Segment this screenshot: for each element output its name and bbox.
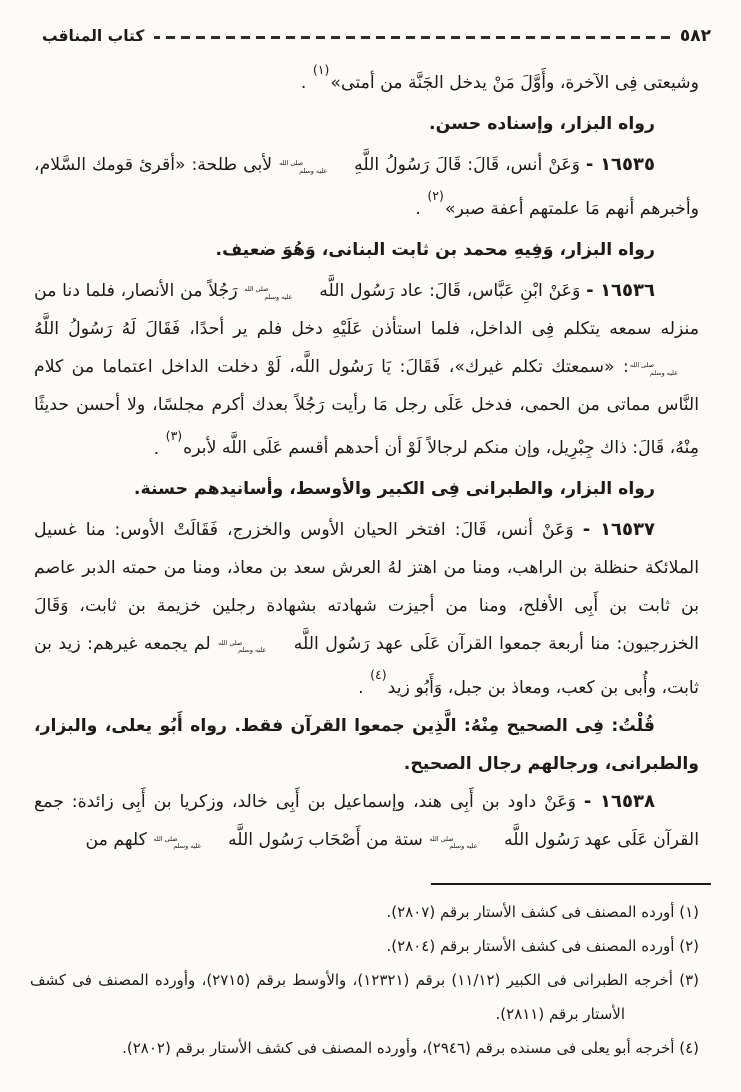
- footnote-ref-3: (٣): [165, 427, 183, 443]
- hadith-text: وَعَنْ داود بن أَبِى هند، وإسماعيل بن أَبِى خالد، وزكريا بن أَبِى زائدة: جمع القرآن عَلَى عهد رَسُول اللَّه صلى الله عليه وسلم ستة من أَصْحَاب رَسُول اللَّه صلى الله عليه وسلم كلهم من: [34, 792, 699, 851]
- footnote-4: [30, 1031, 699, 1065]
- sentence-end: .: [300, 72, 312, 93]
- hadith-paragraph-16537: [34, 511, 699, 707]
- book-title: كتاب المناقب: [42, 27, 145, 45]
- pbuh-symbol: صلى الله عليه وسلم: [153, 834, 202, 851]
- hadith-number-16536: ١٦٥٣٦ -: [586, 279, 655, 301]
- grading-paragraph-3: رواه البزار، والطبرانى فِى الكبير والأوسط، وأسانيدهم حسنة.: [133, 479, 655, 500]
- footnote-ref-1: (١): [312, 62, 330, 77]
- footnote-3: [30, 963, 699, 1031]
- footnote-marker-3: (٣): [679, 971, 699, 990]
- hadith-paragraph-16536: [34, 272, 699, 468]
- header-dashed-rule: [154, 36, 669, 39]
- footnote-marker-2: (٢): [679, 937, 699, 956]
- page-header: [0, 0, 741, 46]
- sentence-end: .: [415, 198, 427, 219]
- pbuh-symbol: صلى الله عليه وسلم: [279, 159, 328, 175]
- pbuh-symbol: صلى الله عليه وسلم: [629, 361, 678, 377]
- grading-paragraph-2: رواه البزار، وَفِيهِ محمد بن ثابت البنانى، وَهُوَ ضعيف.: [215, 239, 655, 260]
- hadith-text: وَعَنْ أنس، قَالَ: قَالَ رَسُولُ اللَّهِ صلى الله عليه وسلم لأبى طلحة: «أقرئ قومك السَّلام، وأخبرهم أنهم مَا علمتهم أعفة صبر»: [34, 154, 699, 219]
- pbuh-symbol: صلى الله عليه وسلم: [429, 834, 478, 851]
- hadith-paragraph-16535: [34, 146, 699, 228]
- footnote-1: [30, 895, 699, 929]
- continuation-paragraph: [34, 58, 699, 102]
- footnote-ref-2: (٢): [427, 187, 444, 203]
- footnote-text-4: أخرجه أبو يعلى فى مسنده برقم (٢٩٤٦)، وأورده المصنف فى كشف الأستار برقم (٢٨٠٢).: [122, 1039, 675, 1058]
- footnote-ref-4: (٤): [370, 667, 387, 683]
- footnote-marker-1: (١): [679, 903, 699, 922]
- pbuh-symbol: صلى الله عليه وسلم: [244, 285, 293, 301]
- author-comment-paragraph: قُلْتُ: فِى الصحيح مِنْهُ: الَّذِين جمعوا القرآن فقط. رواه أَبُو يعلى، والبزار، والطبرانى، ورجالهم رجال الصحيح.: [34, 716, 699, 775]
- hadith-text: وَعَنْ ابْنِ عَبَّاس، قَالَ: عاد رَسُول اللَّه صلى الله عليه وسلم رَجُلاً من الأنصار، فلما دنا من منزله سمعه يتكلم فِى الداخل، فلما استأذن عَلَيْهِ دخل فلم ير أحدًا، فَقَالَ لَهُ رَسُولُ اللَّهُ صلى الله عليه وسلم: «سمعتك تكلم غيرك»، فَقَالَ: يَا رَسُول اللَّه، لَوْ دخلت الداخل اعتماما من كلام النَّاس مماتى من الحمى، فدخل عَلَى رجل مَا رأيت رَجُلاً بعدك أكرم مجلسًا، ولا أحسن حديثًا مِنْهُ، قَالَ: ذاك جِبْرِيل، وإن منكم لرجالاً لَوْ أن أحدهم أقسم عَلَى اللَّه لأبره: [34, 280, 699, 459]
- footnote-separator: [431, 883, 711, 885]
- hadith-text: وَعَنْ أنس، قَالَ: افتخر الحيان الأوس والخزرج، فَقَالَتْ الأوس: منا غسيل الملائكة حنظلة بن الراهب، ومنا من اهتز لهُ العرش سعد بن معاذ، ومنا من حمته الدبر عاصم بن ثابت بن أَبِى الأفلح، ومنا من أجيزت شهادته بشهادة رجلين خزيمة بن ثابت، وَقَالَ الخزرجيون: منا أربعة جمعوا القرآن عَلَى عهد رَسُول اللَّه صلى الله عليه وسلم لم يجمعه غيرهم: زيد بن ثابت، وأُبى بن كعب، ومعاذ بن جبل، وَأَبُو زيد: [34, 520, 699, 699]
- hadith-number-16537: ١٦٥٣٧ -: [582, 519, 655, 541]
- body-text-section: [0, 46, 741, 859]
- footnote-text-3: أخرجه الطبرانى فى الكبير (١١/١٢) برقم (١٢٣٢١)، والأوسط برقم (٢٧١٥)، وأورده المصنف فى كشف الأستار برقم (٢٨١١).: [30, 971, 673, 1024]
- footnote-text-1: أورده المصنف فى كشف الأستار برقم (٢٨٠٧).: [386, 903, 675, 922]
- footnote-text-2: أورده المصنف فى كشف الأستار برقم (٢٨٠٤).: [386, 937, 675, 956]
- footnote-marker-4: (٤): [679, 1039, 699, 1058]
- footnote-2: [30, 929, 699, 963]
- paragraph-text: وشيعتى فِى الآخرة، وأَوَّلَ مَنْ يدخل الجَنَّة من أمتى»: [330, 72, 699, 93]
- sentence-end: .: [358, 678, 370, 699]
- footnotes-section: [0, 895, 741, 1079]
- sentence-end: .: [153, 438, 165, 459]
- hadith-number-16535: ١٦٥٣٥ -: [585, 153, 655, 175]
- pbuh-symbol: صلى الله عليه وسلم: [218, 638, 267, 655]
- hadith-number-16538: ١٦٥٣٨ -: [583, 791, 655, 813]
- hadith-paragraph-16538: [34, 783, 699, 859]
- grading-paragraph-1: رواه البزار، وإسناده حسن.: [429, 113, 655, 134]
- page-number: ٥٨٢: [679, 26, 711, 46]
